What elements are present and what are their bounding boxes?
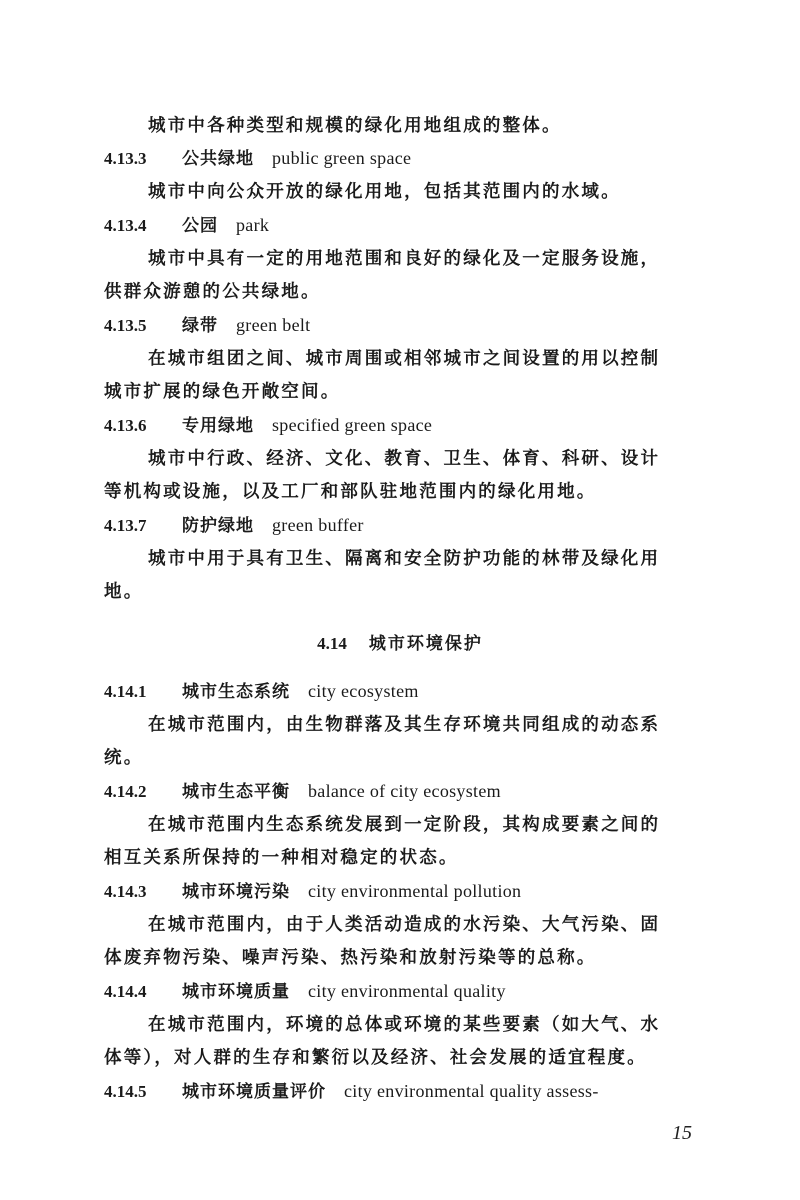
- term-definition-line: 城市扩展的绿色开敞空间。: [104, 382, 341, 402]
- term-definition-line: 体等），对人群的生存和繁衍以及经济、社会发展的适宜程度。: [104, 1048, 647, 1068]
- term-definition-line: 城市中具有一定的用地范围和良好的绿化及一定服务设施，: [148, 249, 661, 269]
- term-heading-4-13-5: [104, 313, 744, 338]
- term-definition-line: 城市中行政、经济、文化、教育、卫生、体育、科研、设计: [148, 449, 661, 469]
- term-definition-line: 地。: [104, 582, 144, 602]
- term-definition-line: 在城市范围内，环境的总体或环境的某些要素（如大气、水: [148, 1015, 661, 1035]
- section-number: 4.14: [317, 634, 347, 653]
- term-heading-4-13-6: [104, 413, 744, 438]
- term-chinese: 绿带: [182, 316, 218, 336]
- term-heading-4-14-1: [104, 679, 744, 704]
- term-definition-line: 供群众游憩的公共绿地。: [104, 282, 321, 302]
- term-heading-4-14-3: [104, 879, 744, 904]
- term-number: 4.14.4: [104, 982, 147, 1001]
- term-definition-line: 体废弃物污染、噪声污染、热污染和放射污染等的总称。: [104, 948, 597, 968]
- term-heading-4-13-4: [104, 213, 744, 238]
- term-number: 4.14.3: [104, 882, 147, 901]
- term-definition-line: 在城市范围内，由生物群落及其生存环境共同组成的动态系: [148, 715, 661, 735]
- term-heading-4-14-5: [104, 1079, 744, 1104]
- term-definition-line: 在城市范围内，由于人类活动造成的水污染、大气污染、固: [148, 915, 661, 935]
- term-english: city ecosystem: [308, 681, 419, 701]
- term-chinese: 防护绿地: [182, 516, 254, 536]
- term-english: park: [236, 215, 270, 235]
- page-number: 15: [672, 1122, 692, 1144]
- section-title: 城市环境保护: [368, 634, 483, 654]
- term-heading-4-14-4: [104, 979, 744, 1004]
- term-english: green belt: [236, 315, 311, 335]
- term-english: green buffer: [272, 515, 364, 535]
- term-english: balance of city ecosystem: [308, 781, 501, 801]
- term-number: 4.13.7: [104, 516, 147, 535]
- term-english: city environmental quality assess-: [344, 1081, 599, 1101]
- term-english: public green space: [272, 148, 412, 168]
- term-definition-line: 城市中用于具有卫生、隔离和安全防护功能的林带及绿化用: [148, 549, 661, 569]
- term-definition-line: 在城市组团之间、城市周围或相邻城市之间设置的用以控制: [148, 349, 661, 369]
- section-heading-4-14: [0, 632, 800, 656]
- term-chinese: 城市环境质量: [182, 982, 290, 1002]
- term-chinese: 城市生态平衡: [182, 782, 290, 802]
- term-english: specified green space: [272, 415, 433, 435]
- intro-definition-line: 城市中各种类型和规模的绿化用地组成的整体。: [148, 116, 562, 136]
- term-chinese: 城市环境质量评价: [182, 1082, 326, 1102]
- term-definition-line: 城市中向公众开放的绿化用地，包括其范围内的水域。: [148, 182, 621, 202]
- term-chinese: 公共绿地: [182, 149, 254, 169]
- term-definition-line: 在城市范围内生态系统发展到一定阶段，其构成要素之间的: [148, 815, 661, 835]
- term-number: 4.14.5: [104, 1082, 147, 1101]
- term-number: 4.14.2: [104, 782, 147, 801]
- term-chinese: 公园: [182, 216, 218, 236]
- term-number: 4.13.3: [104, 149, 147, 168]
- term-chinese: 城市环境污染: [182, 882, 290, 902]
- term-number: 4.14.1: [104, 682, 147, 701]
- term-heading-4-14-2: [104, 779, 744, 804]
- term-english: city environmental pollution: [308, 881, 522, 901]
- term-number: 4.13.5: [104, 316, 147, 335]
- term-definition-line: 统。: [104, 748, 144, 768]
- term-number: 4.13.4: [104, 216, 147, 235]
- term-definition-line: 相互关系所保持的一种相对稳定的状态。: [104, 848, 459, 868]
- term-heading-4-13-3: [104, 146, 744, 171]
- term-definition-line: 等机构或设施，以及工厂和部队驻地范围内的绿化用地。: [104, 482, 597, 502]
- term-english: city environmental quality: [308, 981, 506, 1001]
- term-number: 4.13.6: [104, 416, 147, 435]
- term-chinese: 城市生态系统: [182, 682, 290, 702]
- term-chinese: 专用绿地: [182, 416, 254, 436]
- term-heading-4-13-7: [104, 513, 744, 538]
